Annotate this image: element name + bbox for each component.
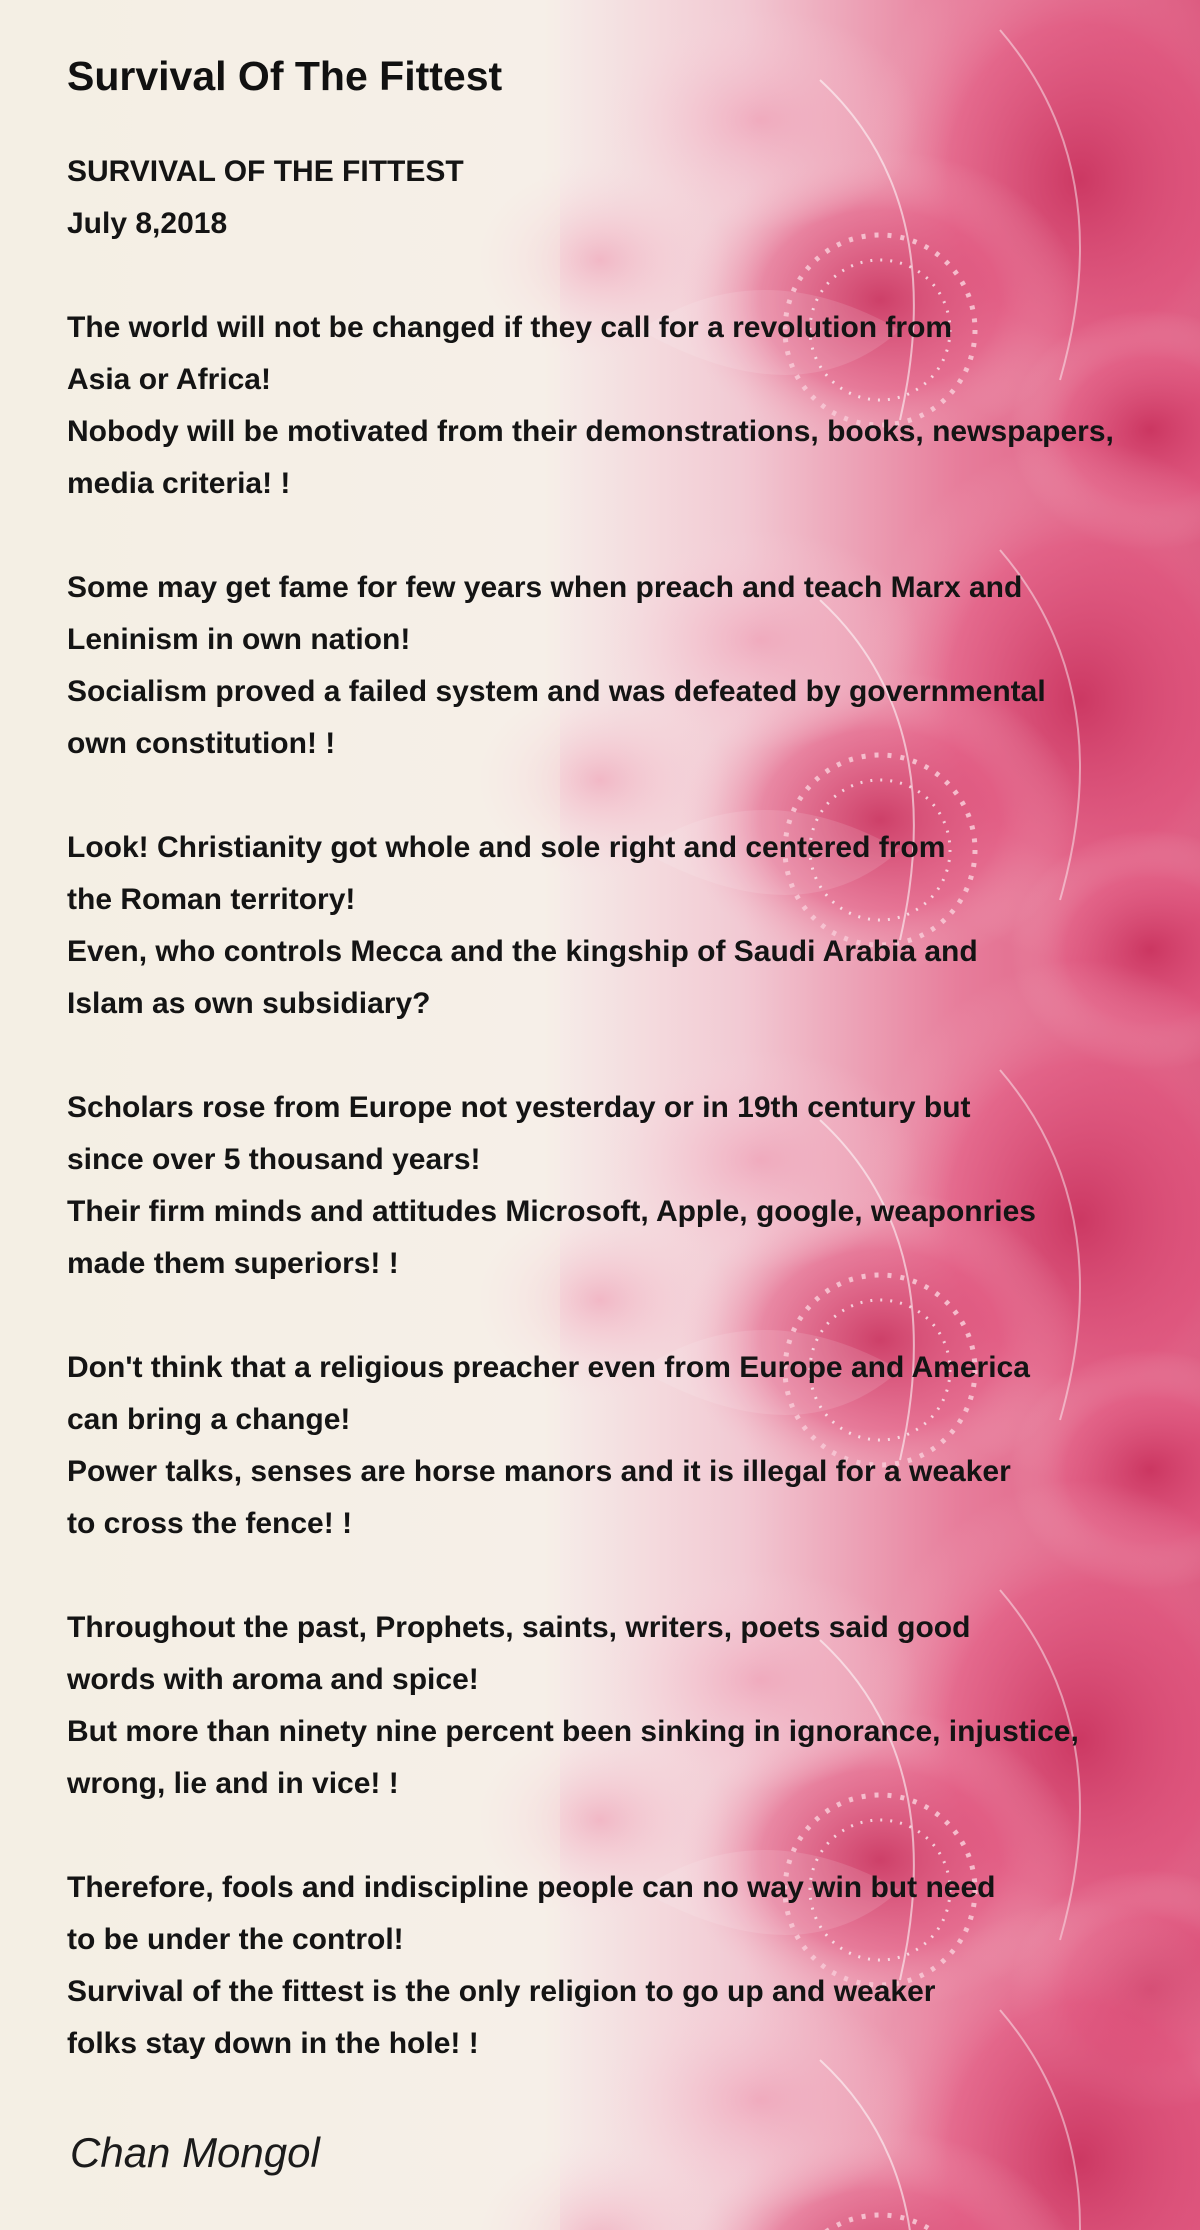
poem-date: July 8,2018: [67, 207, 228, 240]
poem-line: folks stay down in the hole! !: [67, 2027, 479, 2060]
poem-line: Survival of the fittest is the only religion to go up and weaker: [67, 1975, 936, 2008]
poem-line: Leninism in own nation!: [67, 623, 411, 656]
poem-line: Throughout the past, Prophets, saints, writers, poets said good: [67, 1611, 971, 1644]
poem-line: to be under the control!: [67, 1923, 404, 1956]
poem-line: Socialism proved a failed system and was defeated by governmental: [67, 675, 1046, 708]
poem-line: Asia or Africa!: [67, 363, 271, 396]
poem-line: But more than ninety nine percent been sinking in ignorance, injustice,: [67, 1715, 1079, 1748]
poem-line: Look! Christianity got whole and sole right and centered from: [67, 831, 946, 864]
poem-line: media criteria! !: [67, 467, 291, 500]
stanza-gap: [67, 1810, 1200, 1862]
poem-line: can bring a change!: [67, 1403, 351, 1436]
poem-line: Scholars rose from Europe not yesterday or in 19th century but: [67, 1091, 971, 1124]
poem-heading: SURVIVAL OF THE FITTEST: [67, 155, 464, 188]
poem-line: Some may get fame for few years when preach and teach Marx and: [67, 571, 1023, 604]
poem-line: made them superiors! !: [67, 1247, 399, 1280]
author-signature: Chan Mongol: [70, 2129, 320, 2176]
poem-line: words with aroma and spice!: [67, 1663, 479, 1696]
poem-line: Even, who controls Mecca and the kingship of Saudi Arabia and: [67, 935, 978, 968]
stanza-gap: [67, 250, 1200, 302]
poem-line: to cross the fence! !: [67, 1507, 353, 1540]
poem-line: Islam as own subsidiary?: [67, 987, 431, 1020]
poem-line: Nobody will be motivated from their demonstrations, books, newspapers,: [67, 415, 1114, 448]
poem-body: [67, 146, 1200, 2070]
page-title: Survival Of The Fittest: [67, 53, 503, 99]
stanza-gap: [67, 1550, 1200, 1602]
poem-line: Don't think that a religious preacher even from Europe and America: [67, 1351, 1030, 1384]
poem-line: Power talks, senses are horse manors and it is illegal for a weaker: [67, 1455, 1011, 1488]
stanza-gap: [67, 1290, 1200, 1342]
poem-line: own constitution! !: [67, 727, 336, 760]
stanza-gap: [67, 770, 1200, 822]
poem-line: the Roman territory!: [67, 883, 356, 916]
poem-line: since over 5 thousand years!: [67, 1143, 481, 1176]
poem-line: wrong, lie and in vice! !: [67, 1767, 399, 1800]
poem-line: Their firm minds and attitudes Microsoft, Apple, google, weaponries: [67, 1195, 1036, 1228]
poem-line: The world will not be changed if they call for a revolution from: [67, 311, 953, 344]
stanza-gap: [67, 510, 1200, 562]
poem-line: Therefore, fools and indiscipline people can no way win but need: [67, 1871, 996, 1904]
stanza-gap: [67, 1030, 1200, 1082]
